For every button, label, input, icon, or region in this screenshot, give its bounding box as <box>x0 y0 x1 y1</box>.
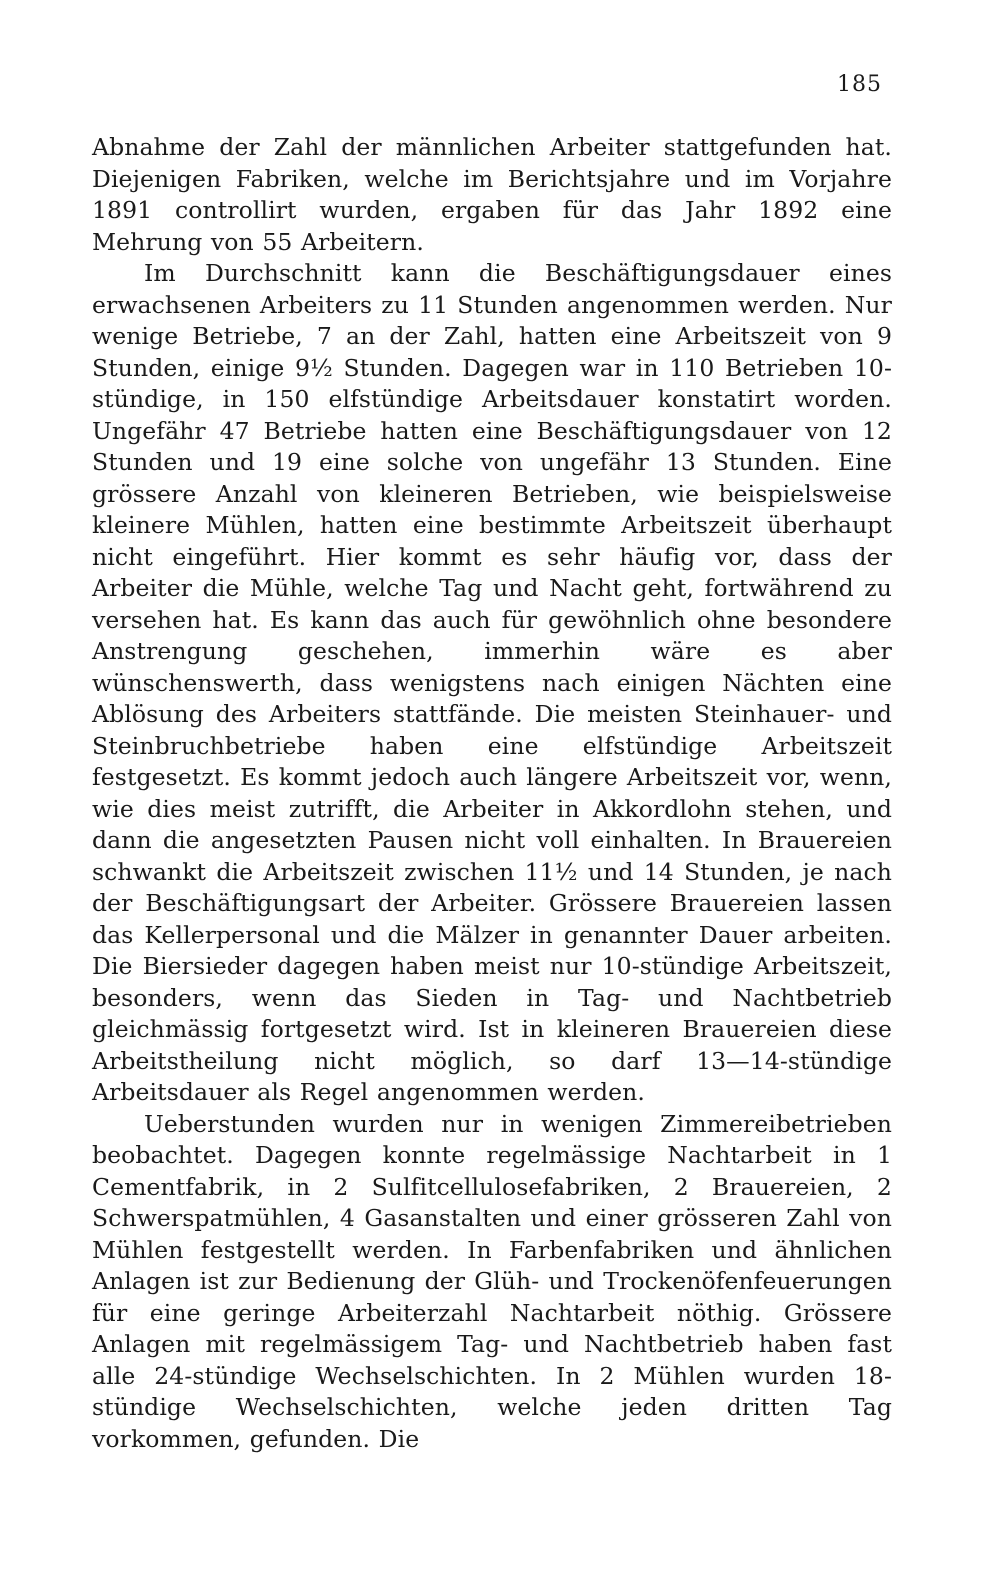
paragraph-2: Im Durchschnitt kann die Beschäftigungsdauer eines erwachsenen Arbeiters zu 11 Stunden angenommen werden. Nur wenige Betriebe, 7 an der Zahl, hatten eine Arbeitszeit von 9 Stunden, einige 9½ Stunden. Dagegen war in 110 Betrieben 10-stündige, in 150 elfstündige Arbeitsdauer konstatirt worden. Ungefähr 47 Betriebe hatten eine Beschäftigungsdauer von 12 Stunden und 19 eine solche von ungefähr 13 Stunden. Eine grössere Anzahl von kleineren Betrieben, wie beispielsweise kleinere Mühlen, hatten eine bestimmte Arbeitszeit überhaupt nicht eingeführt. Hier kommt es sehr häufig vor, dass der Arbeiter die Mühle, welche Tag und Nacht geht, fortwährend zu versehen hat. Es kann das auch für gewöhnlich ohne besondere Anstrengung geschehen, immerhin wäre es aber wünschenswerth, dass wenigstens nach einigen Nächten eine Ablösung des Arbeiters stattfände. Die meisten Steinhauer- und Steinbruchbetriebe haben eine elfstündige Arbeitszeit festgesetzt. Es kommt jedoch auch längere Arbeitszeit vor, wenn, wie dies meist zutrifft, die Arbeiter in Akkordlohn stehen, und dann die angesetzten Pausen nicht voll einhalten. In Brauereien schwankt die Arbeitszeit zwischen 11½ und 14 Stunden, je nach der Beschäftigungsart der Arbeiter. Grössere Brauereien lassen das Kellerpersonal und die Mälzer in genannter Dauer arbeiten. Die Biersieder dagegen haben meist nur 10-stündige Arbeitszeit, besonders, wenn das Sieden in Tag- und Nachtbetrieb gleichmässig fortgesetzt wird. Ist in kleineren Brauereien diese Arbeitstheilung nicht möglich, so darf 13—14-stündige Arbeitsdauer als Regel angenommen werden. <box>92 259 892 1106</box>
page-number: 185 <box>837 72 882 97</box>
paragraph-3: Ueberstunden wurden nur in wenigen Zimmereibetrieben beobachtet. Dagegen konnte regelmässige Nachtarbeit in 1 Cementfabrik, in 2 Sulfitcellulosefabriken, 2 Brauereien, 2 Schwerspatmühlen, 4 Gasanstalten und einer grösseren Zahl von Mühlen festgestellt werden. In Farbenfabriken und ähnlichen Anlagen ist zur Bedienung der Glüh- und Trockenöfenfeuerungen für eine geringe Arbeiterzahl Nachtarbeit nöthig. Grössere Anlagen mit regelmässigem Tag- und Nachtbetrieb haben fast alle 24-stündige Wechselschichten. In 2 Mühlen wurden 18-stündige Wechselschichten, welche jeden dritten Tag vorkommen, gefunden. Die <box>92 1109 892 1453</box>
body-text <box>92 132 892 1455</box>
paragraph-1: Abnahme der Zahl der männlichen Arbeiter stattgefunden hat. Diejenigen Fabriken, welche im Berichtsjahre und im Vorjahre 1891 controllirt wurden, ergaben für das Jahr 1892 eine Mehrung von 55 Arbeitern. <box>92 133 892 256</box>
